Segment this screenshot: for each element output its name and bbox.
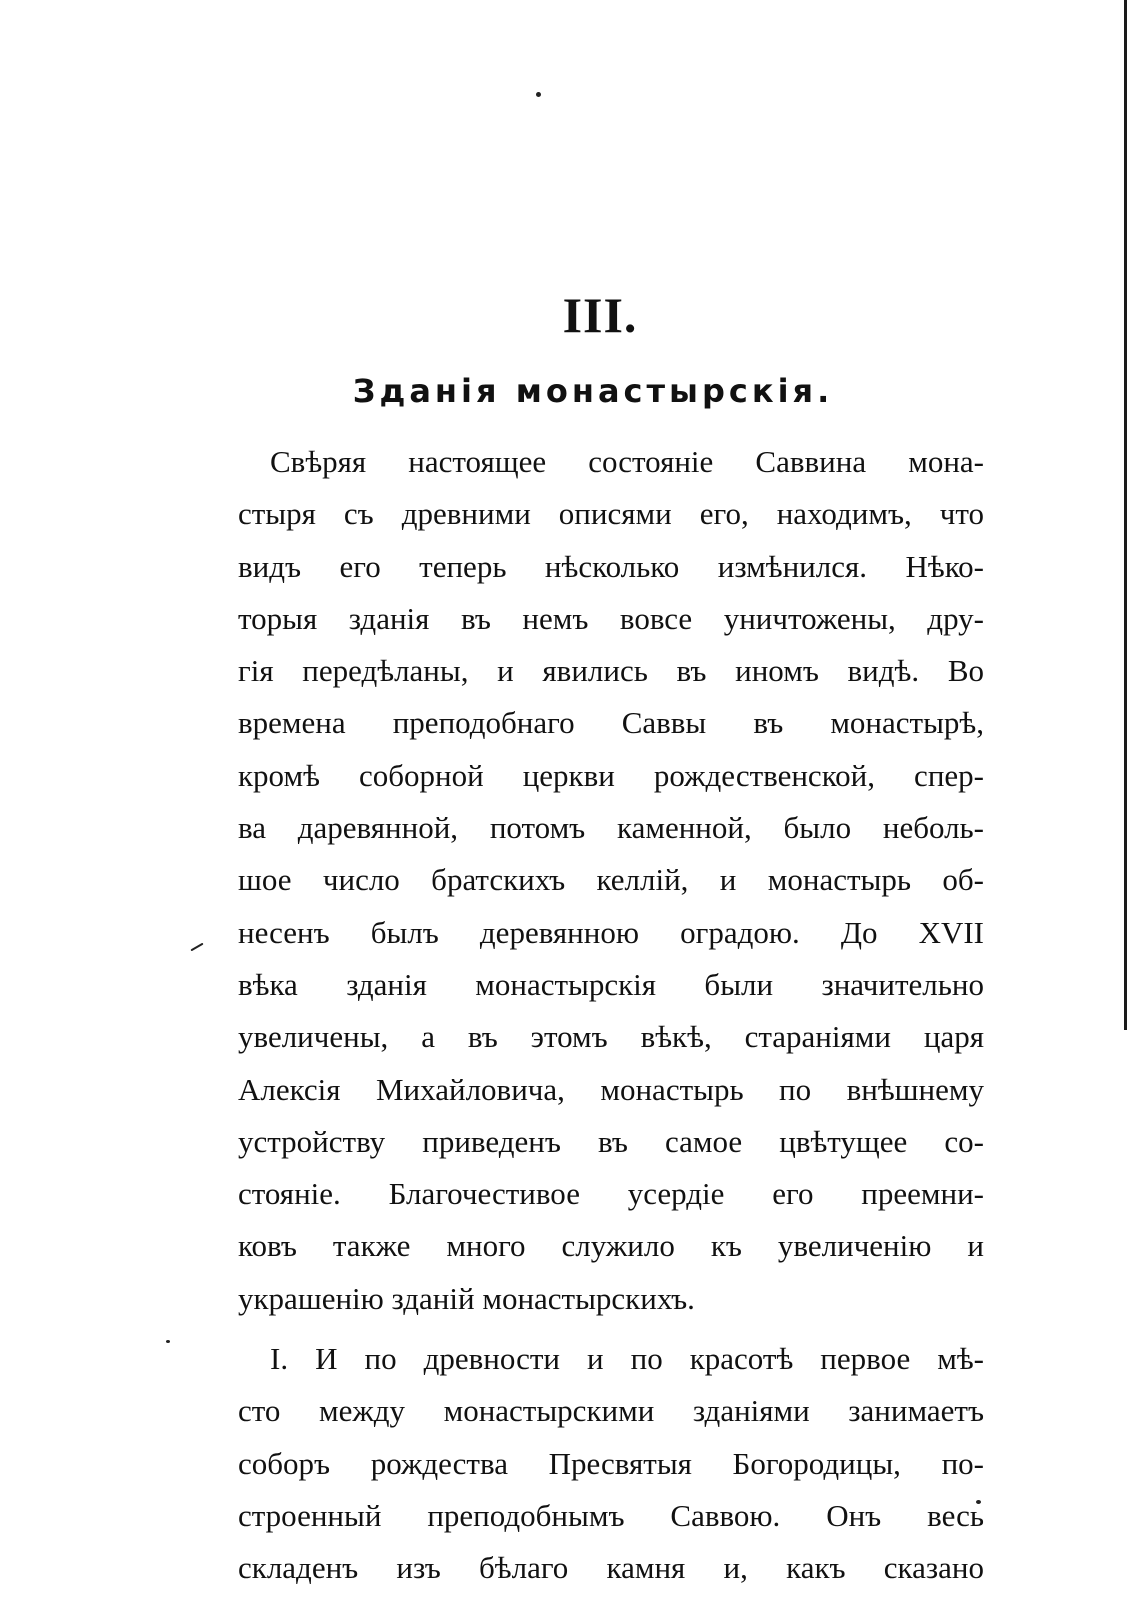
text-line: устройству приведенъ въ самое цвѣтущее со- <box>238 1123 984 1159</box>
text-line: украшенію зданій монастырскихъ. <box>238 1280 695 1316</box>
print-speck <box>536 92 541 97</box>
page-edge-line <box>1124 0 1127 1030</box>
chapter-title: Зданія монастырскія. <box>352 372 834 410</box>
print-speck <box>166 1340 170 1343</box>
text-line: ковъ также много служило къ увеличенію и <box>238 1228 984 1264</box>
text-line: сто между монастырскими зданіями занимаетъ <box>238 1393 984 1429</box>
text-line: складенъ изъ бѣлаго камня и, какъ сказано <box>238 1550 984 1586</box>
text-line: Алексія Михайловича, монастырь по внѣшнему <box>238 1071 984 1107</box>
text-line: шое число братскихъ келлій, и монастырь об- <box>238 862 984 898</box>
text-line: стояніе. Благочестивое усердіе его преемни- <box>238 1176 984 1212</box>
text-line: видъ его теперь нѣсколько измѣнился. Нѣко- <box>238 548 984 584</box>
text-line: стыря съ древними описями его, находимъ, что <box>238 496 984 532</box>
paragraph-gap <box>238 1325 984 1333</box>
text-line: увеличены, а въ этомъ вѣкѣ, стараніями царя <box>238 1019 984 1055</box>
chapter-body <box>238 436 984 1595</box>
paragraph <box>238 436 984 1325</box>
text-line: I. И по древности и по красотѣ первое мѣ- <box>270 1341 984 1377</box>
chapter-number: III. <box>562 287 638 343</box>
text-line: гія передѣланы, и явились въ иномъ видѣ. Во <box>238 653 984 689</box>
text-line: торыя зданія въ немъ вовсе уничтожены, дру- <box>238 600 984 636</box>
text-line: строенный преподобнымъ Саввою. Онъ весь <box>238 1497 984 1533</box>
text-line: времена преподобнаго Саввы въ монастырѣ, <box>238 705 984 741</box>
text-line: соборъ рождества Пресвятыя Богородицы, по- <box>238 1445 984 1481</box>
text-line: вѣка зданія монастырскія были значительно <box>238 966 984 1002</box>
text-line: ва даревянной, потомъ каменной, было неболь- <box>238 810 984 846</box>
text-line: кромѣ соборной церкви рождественской, спер- <box>238 757 984 793</box>
text-line: несенъ былъ деревянною оградою. До XVII <box>238 914 984 950</box>
paragraph <box>238 1333 984 1594</box>
text-line: Свѣряя настоящее состояніе Саввина мона- <box>270 444 984 479</box>
print-speck <box>190 943 203 952</box>
